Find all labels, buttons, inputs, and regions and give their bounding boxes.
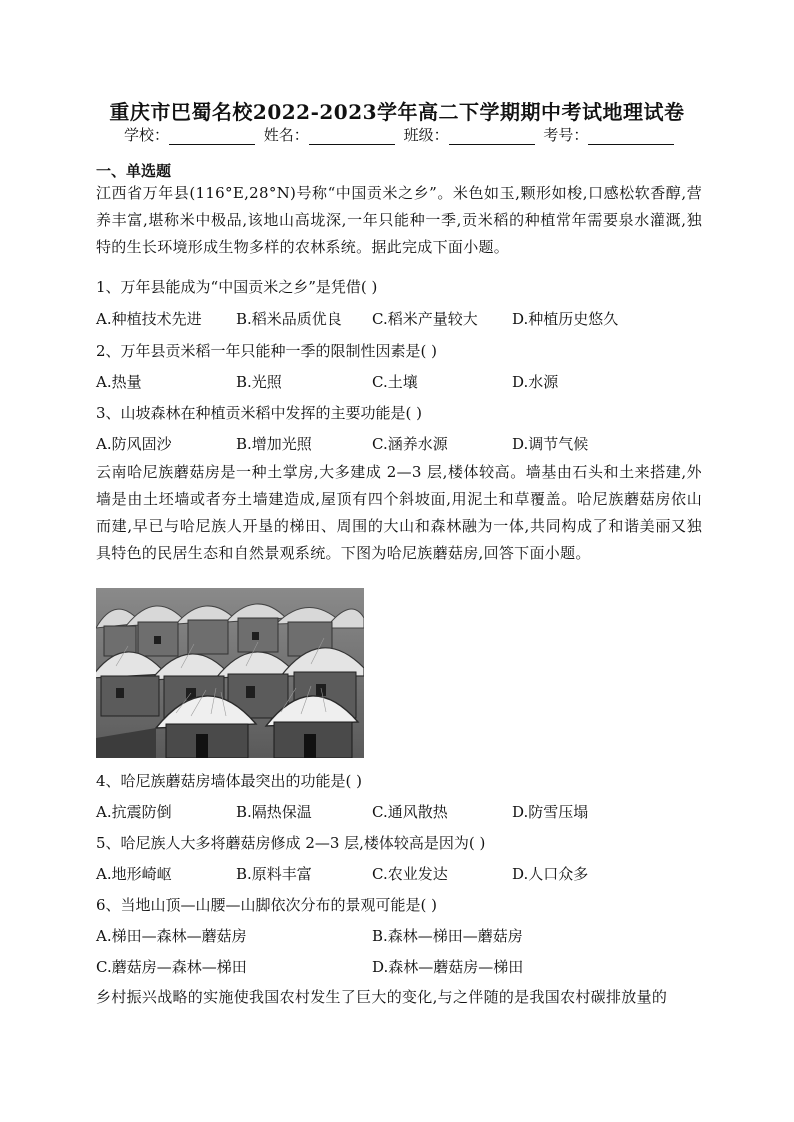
q5-option-c[interactable]: C.农业发达 <box>372 865 448 883</box>
q1-option-d[interactable]: D.种植历史悠久 <box>512 310 619 328</box>
class-label: 班级： <box>403 126 449 144</box>
passage-2: 云南哈尼族蘑菇房是一种土掌房,大多建成 2—3 层,楼体较高。墙基由石头和土来搭建,外墙是由土坯墙或者夯土墙建造成,屋顶有四个斜坡面,用泥土和草覆盖。哈尼族蘑菇房依山而建,早已与哈尼族人开垦的梯田、周围的大山和森林融为一体,共同构成了和谐美丽又独具特色的民居生态和自然景观系统。下图为哈尼族蘑菇房,回答下面小题。 <box>96 463 702 562</box>
name-field[interactable] <box>309 130 395 145</box>
question-2: 2、万年县贡米稻一年只能种一季的限制性因素是( ) <box>96 342 438 360</box>
q3-option-d[interactable]: D.调节气候 <box>512 435 589 453</box>
q6-option-b[interactable]: B.森林—梯田—蘑菇房 <box>372 927 523 945</box>
q1-option-a[interactable]: A.种植技术先进 <box>96 310 202 328</box>
q4-option-d[interactable]: D.防雪压塌 <box>512 803 589 821</box>
q5-option-d[interactable]: D.人口众多 <box>512 865 589 883</box>
id-label: 考号： <box>543 126 589 144</box>
mushroom-house-photo <box>96 588 364 758</box>
school-field[interactable] <box>169 130 255 145</box>
question-3: 3、山坡森林在种植贡米稻中发挥的主要功能是( ) <box>96 404 423 422</box>
passage-1: 江西省万年县(116°E,28°N)号称“中国贡米之乡”。米色如玉,颗形如梭,口感松软香醇,营养丰富,堪称米中极品,该地山高垅深,一年只能种一季,贡米稻的种植常年需要泉水灌溉,独特的生长环境形成生物多样的农林系统。据此完成下面小题。 <box>96 184 702 256</box>
question-1: 1、万年县能成为“中国贡米之乡”是凭借( ) <box>96 278 378 296</box>
section-title: 一、单选题 <box>96 162 172 180</box>
passage-3: 乡村振兴战略的实施使我国农村发生了巨大的变化,与之伴随的是我国农村碳排放量的 <box>96 988 668 1006</box>
school-label: 学校： <box>124 126 170 144</box>
page-title: 重庆市巴蜀名校2022-2023学年高二下学期期中考试地理试卷 <box>109 100 685 124</box>
q3-option-b[interactable]: B.增加光照 <box>236 435 312 453</box>
q2-option-a[interactable]: A.热量 <box>96 373 142 391</box>
q1-option-c[interactable]: C.稻米产量较大 <box>372 310 478 328</box>
q6-option-d[interactable]: D.森林—蘑菇房—梯田 <box>372 958 524 976</box>
student-info-line <box>124 124 678 145</box>
q2-option-d[interactable]: D.水源 <box>512 373 559 391</box>
q2-option-b[interactable]: B.光照 <box>236 373 282 391</box>
q3-option-c[interactable]: C.涵养水源 <box>372 435 448 453</box>
q2-option-c[interactable]: C.土壤 <box>372 373 418 391</box>
q3-option-a[interactable]: A.防风固沙 <box>96 435 172 453</box>
q5-option-b[interactable]: B.原料丰富 <box>236 865 312 883</box>
q4-option-b[interactable]: B.隔热保温 <box>236 803 312 821</box>
question-4: 4、哈尼族蘑菇房墙体最突出的功能是( ) <box>96 772 363 790</box>
q4-option-c[interactable]: C.通风散热 <box>372 803 448 821</box>
q6-option-c[interactable]: C.蘑菇房—森林—梯田 <box>96 958 247 976</box>
q6-option-a[interactable]: A.梯田—森林—蘑菇房 <box>96 927 247 945</box>
question-5: 5、哈尼族人大多将蘑菇房修成 2—3 层,楼体较高是因为( ) <box>96 834 486 852</box>
mushroom-house-illustration <box>96 588 364 758</box>
q1-option-b[interactable]: B.稻米品质优良 <box>236 310 342 328</box>
name-label: 姓名： <box>263 126 309 144</box>
id-field[interactable] <box>588 130 674 145</box>
q5-option-a[interactable]: A.地形崎岖 <box>96 865 172 883</box>
question-6: 6、当地山顶—山腰—山脚依次分布的景观可能是( ) <box>96 896 438 914</box>
class-field[interactable] <box>449 130 535 145</box>
q4-option-a[interactable]: A.抗震防倒 <box>96 803 172 821</box>
